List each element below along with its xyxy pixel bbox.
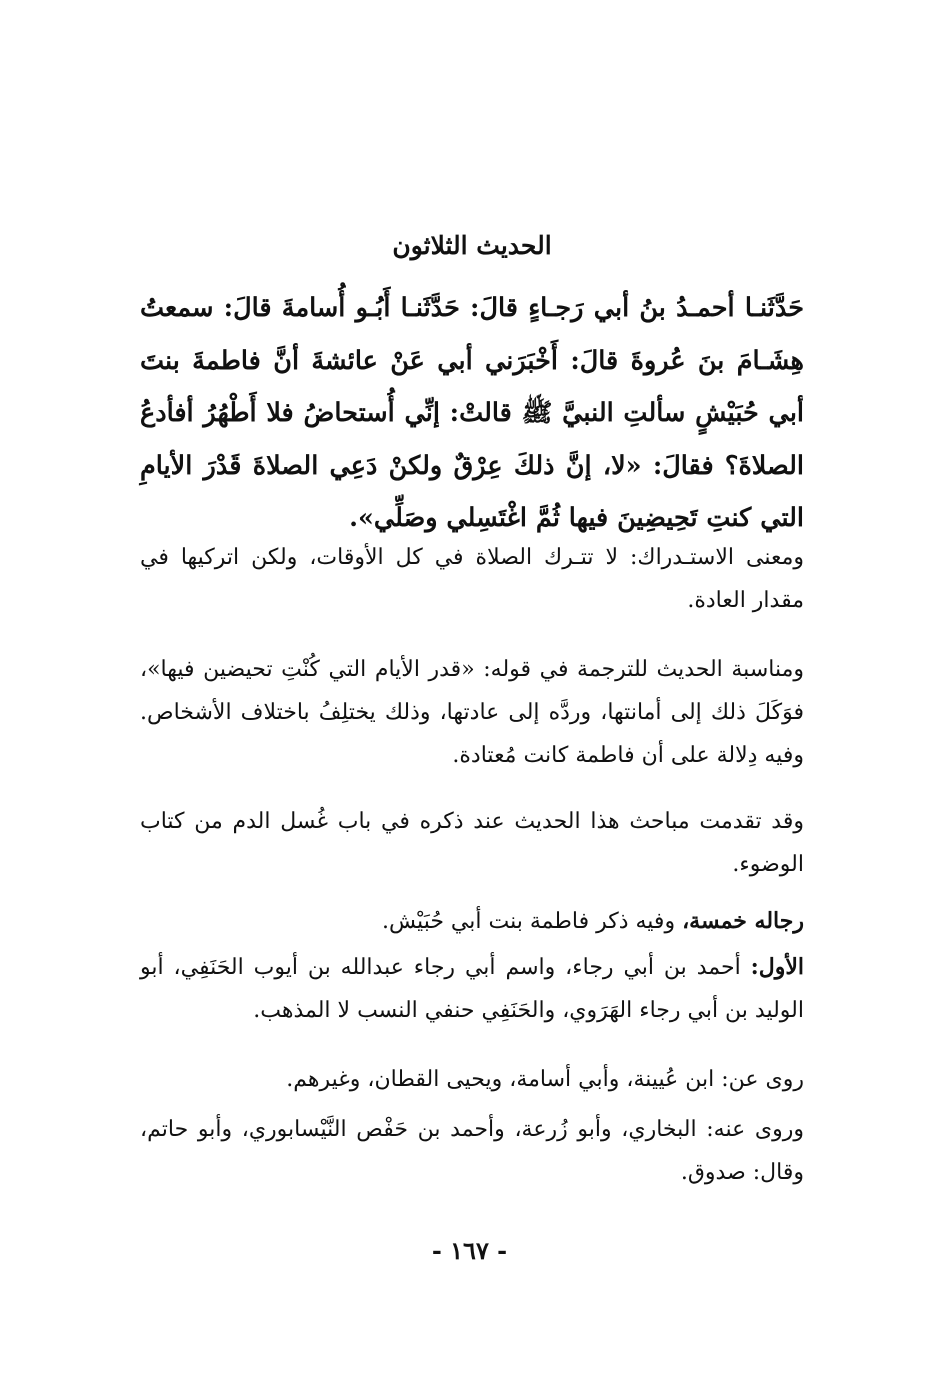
paragraph-meaning: ومعنى الاستـدراك: لا تتـرك الصلاة في كل الأوقات، ولكن اتركيها في مقدار العادة.	[140, 545, 804, 613]
paragraph-narrated-by: وروى عنه: البخاري، وأبو زُرعة، وأحمد بن حَفْص النَّيْسابوري، وأبو حاتم، وقال: صدوق.	[140, 1117, 804, 1185]
narrators-lead: رجاله خمسة،	[682, 908, 804, 934]
paragraph-relevance: ومناسبة الحديث للترجمة في قوله: «قدر الأيام التي كُنْتِ تحيضين فيها»، فوَكَلَ ذلك إلى أمانتها، وردَّه إلى عادتها، وذلك يختلِفُ باختلاف الأشخاص. وفيه دِلالة على أن فاطمة كانت مُعتادة.	[140, 657, 804, 768]
narrators-rest: وفيه ذكر فاطمة بنت أبي حُبَيْش.	[382, 909, 683, 934]
paragraph-narrated-from: روى عن: ابن عُيينة، وأبي أسامة، ويحيى القطان، وغيرهم.	[286, 1067, 804, 1092]
chapter-title: الحديث الثلاثون	[392, 231, 552, 260]
first-narrator-rest: أحمد بن أبي رجاء، واسم أبي رجاء عبدالله بن أيوب الحَنَفِي، أبو الوليد بن أبي رجاء الهَرَوي، والحَنَفِي حنفي النسب لا المذهب.	[140, 955, 804, 1023]
page-number: - ١٦٧ -	[431, 1236, 508, 1265]
first-narrator-lead: الأول:	[750, 954, 804, 980]
paragraph-narrators	[140, 900, 834, 943]
paragraph-first-narrator	[140, 946, 834, 1032]
paragraph-previous-discussion: وقد تقدمت مباحث هذا الحديث عند ذكره في باب غُسل الدم من كتاب الوضوء.	[140, 809, 804, 877]
hadith-text: حَدَّثَنـا أحمـدُ بنُ أبي رَجـاءٍ قالَ: حَدَّثَنـا أَبُـو أُسامةَ قالَ: سمعتُ هِشَـامَ بنَ عُروةَ قالَ: أَخْبَرَني أبي عَنْ عائشةَ أنَّ فاطمةَ بنتَ أبي حُبَيْشٍ سألتِ النبيَّ ﷺ قالتْ: إنِّي أُستحاضُ فلا أَطْهُرُ أفأدعُ الصلاةَ؟ فقالَ: «لا، إنَّ ذلكَ عِرْقٌ ولكنْ دَعِي الصلاةَ قَدْرَ الأيامِ التي كنتِ تَحِيضِينَ فيها ثُمَّ اغْتَسِلي وصَلِّي».	[140, 293, 804, 533]
